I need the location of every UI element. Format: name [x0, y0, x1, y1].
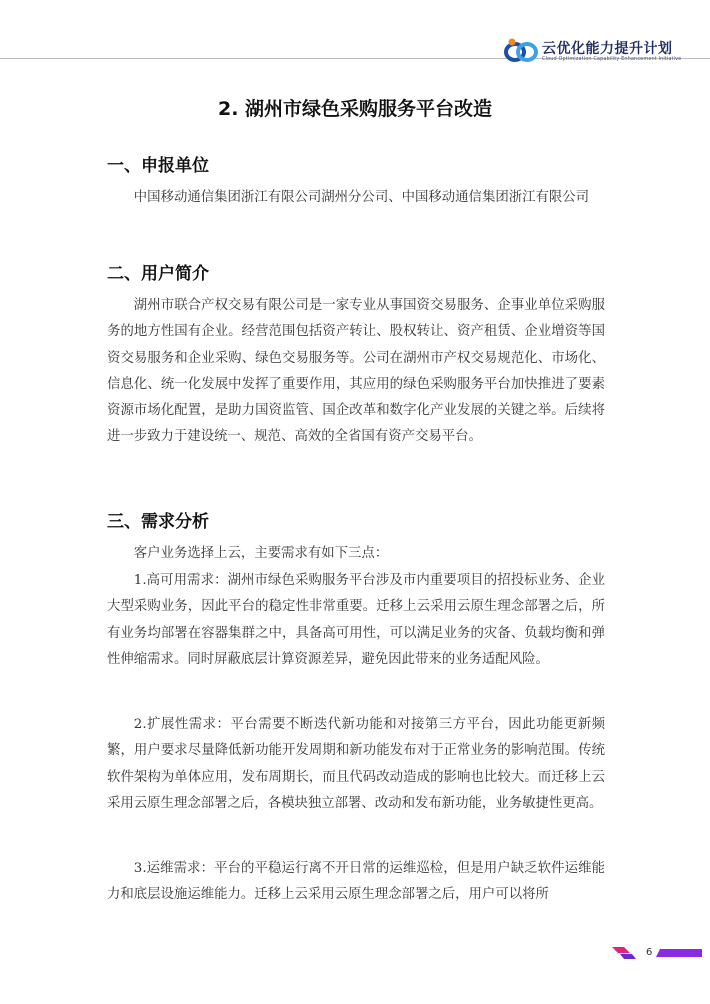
footer-decoration	[612, 945, 702, 961]
paragraph-user-intro: 湖州市联合产权交易有限公司是一家专业从事国资交易服务、企事业单位采购服务的地方性国有企业。经营范围包括资产转让、股权转让、资产租赁、企业增资等国资交易服务和企业采购、绿色交易服务等。公司在湖州市产权交易规范化、市场化、信息化、统一化发展中发挥了重要作用，其应用的绿色采购服务平台加快推进了要素资源市场化配置，是助力国资监管、国企改革和数字化产业发展的关键之举。后续将进一步致力于建设统一、规范、高效的全省国有资产交易平台。	[107, 298, 605, 445]
section-heading-requirements: 三、需求分析	[107, 512, 209, 532]
paragraph-requirement-operations: 3.运维需求：平台的平稳运行离不开日常的运维巡检，但是用户缺乏软件运维能力和底层设施运维能力。迁移上云采用云原生理念部署之后，用户可以将所	[107, 861, 605, 903]
logo	[503, 36, 703, 66]
paragraph-requirement-availability: 1.高可用需求：湖州市绿色采购服务平台涉及市内重要项目的招投标业务、企业大型采购业务，因此平台的稳定性非常重要。迁移上云采用云原生理念部署之后，所有业务均部署在容器集群之中，具备高可用性，可以满足业务的灾备、负载均衡和弹性伸缩需求。同时屏蔽底层计算资源差异，避免因此带来的业务适配风险。	[107, 573, 605, 667]
paragraph-requirement-scalability: 2.扩展性需求：平台需要不断迭代新功能和对接第三方平台，因此功能更新频繁，用户要求尽量降低新功能开发周期和新功能发布对于正常业务的影响范围。传统软件架构为单体应用，发布周期长，而且代码改动造成的影响也比较大。而迁移上云采用云原生理念部署之后，各模块独立部署、改动和发布新功能，业务敏捷性更高。	[107, 717, 605, 811]
document-title: 2. 湖州市绿色采购服务平台改造	[217, 98, 493, 120]
logo-text: 云优化能力提升计划	[542, 41, 673, 57]
logo-infinity-icon	[503, 36, 539, 66]
paragraph-requirements-intro: 客户业务选择上云，主要需求有如下三点：	[133, 546, 389, 561]
logo-subtext: Cloud Optimization Capability Enhancement Initiative	[542, 56, 682, 62]
paragraph-applicant: 中国移动通信集团浙江有限公司湖州分公司、中国移动通信集团浙江有限公司	[133, 190, 590, 205]
page-number: 6	[646, 947, 653, 958]
section-heading-user-intro: 二、用户简介	[107, 264, 209, 284]
section-heading-applicant: 一、申报单位	[107, 156, 209, 176]
